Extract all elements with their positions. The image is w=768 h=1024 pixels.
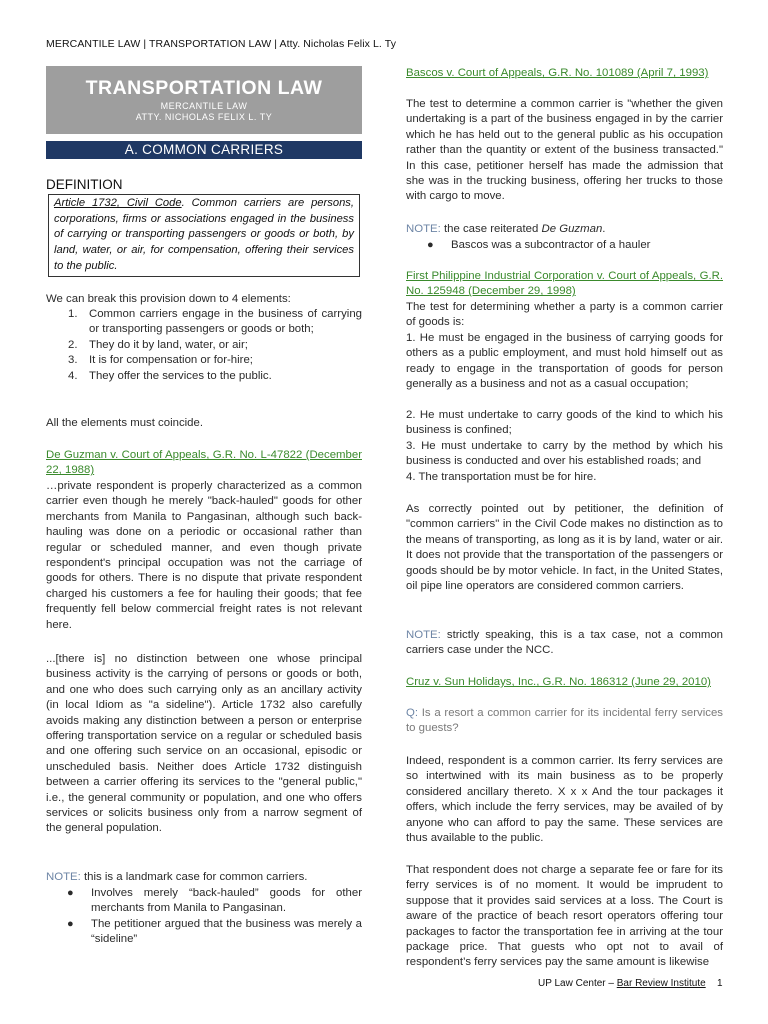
bullet-icon: ● bbox=[67, 887, 74, 899]
de-guzman-para-2: ...[there is] no distinction between one whose principal business activity is the carrying of persons or goods or both, and one who does such carrying only as an ancillary activity (in local Idiom as "a sideline"). Article 1732 also carefully avoids making any distinction between a person or enterprise offering transportation service on a regular or scheduled basis and one offering such service on an occasional, episodic or unscheduled basis. Neither does Article 1732 distinguish between a carrier offering its services to the "general public," i.e., the general community or population, and one who offers services or solicits business only from a narrow segment of the general population. bbox=[46, 653, 362, 835]
case-title-de-guzman[interactable]: De Guzman v. Court of Appeals, G.R. No. L-47822 (December 22, 1988) bbox=[46, 449, 362, 477]
list-item: ● Involves merely “back-hauled” goods for other merchants from Manila to Pangasinan. bbox=[67, 887, 362, 915]
case-title-first-philippine[interactable]: First Philippine Industrial Corporation v. Court of Appeals, G.R. No. 125948 (December 29, 1998) bbox=[406, 270, 723, 298]
title-banner bbox=[46, 66, 362, 134]
case-title-cruz[interactable]: Cruz v. Sun Holidays, Inc., G.R. No. 186312 (June 29, 2010) bbox=[406, 676, 711, 688]
question-label: Q: bbox=[406, 707, 419, 719]
section-heading: A. COMMON CARRIERS bbox=[46, 141, 362, 159]
cruz-para-2: That respondent does not charge a separate fee or fare for its ferry services is of no moment. It would be imprudent to suppose that it provides said services at a loss. The Court is aware of the practice of beach resort operators offering tour packages to factor the transportation fee in arriving at the tour package price. That guests who opt not to avail of respondent’s ferry services pay the same amount is likewise bbox=[406, 864, 723, 969]
first-philippine-item-3: 3. He must undertake to carry by the method by which his business is conducted and over his established roads; and bbox=[406, 440, 723, 468]
article-text: . Common carriers are persons, corporations, firms or associations engaged in the business of carrying or transporting passengers or goods or both, by land, water, or air, for compensation, offering their services to the public. bbox=[54, 197, 354, 272]
first-philippine-item-2: 2. He must undertake to carry goods of the kind to which his business is confined; bbox=[406, 409, 723, 437]
banner-title: TRANSPORTATION LAW bbox=[85, 77, 323, 99]
first-philippine-note: NOTE: strictly speaking, this is a tax case, not a common carriers case under the NCC. bbox=[406, 629, 723, 657]
article-citation: Article 1732, Civil Code bbox=[54, 197, 182, 209]
elements-closing: All the elements must coincide. bbox=[46, 417, 204, 429]
list-item: 2. They do it by land, water, or air; bbox=[68, 338, 248, 351]
list-item: 3. It is for compensation or for-hire; bbox=[68, 354, 253, 367]
banner-author: ATTY. NICHOLAS FELIX L. TY bbox=[135, 112, 273, 122]
cruz-question: Q: Is a resort a common carrier for its incidental ferry services to guests? bbox=[406, 707, 723, 735]
page-footer bbox=[538, 978, 723, 989]
first-philippine-item-4: 4. The transportation must be for hire. bbox=[406, 471, 597, 483]
list-item: ● Bascos was a subcontractor of a hauler bbox=[406, 238, 723, 253]
cruz-para-1: Indeed, respondent is a common carrier. Its ferry services are so intertwined with its main business as to be properly considered ancillary thereto. X x x And the tour packages it offers, which include the ferry services, may be availed of by anyone who can afford to pay the same. These services are thus available to the public. bbox=[406, 755, 723, 845]
de-guzman-para-1: …private respondent is properly characterized as a common carrier even though he merely "back-hauled" goods for other merchants from Manila to Pangasinan, although such back-hauling was done on a periodic or occasional rather than regular or scheduled manner, and even though private respondent's principal occupation was not the carriage of goods for others. There is no dispute that private respondent charged his customers a fee for hauling their goods; that fee frequently fell below commercial freight rates is not relevant here. bbox=[46, 480, 362, 631]
definition-heading: DEFINITION bbox=[46, 177, 123, 192]
note-label: NOTE: bbox=[46, 871, 81, 883]
bascos-para: The test to determine a common carrier is "whether the given undertaking is a part of the business engaged in by the carrier which he has held out to the general public as his occupation rather than the quantity or extent of the business transacted." In this case, petitioner herself has made the admission that she was in the trucking business, offering her trucks to those with cargo to move. bbox=[406, 98, 723, 203]
bullet-icon: ● bbox=[427, 239, 434, 251]
note-label: NOTE: bbox=[406, 629, 441, 641]
bascos-note: NOTE: the case reiterated De Guzman. bbox=[406, 223, 606, 235]
list-item: 4. They offer the services to the public. bbox=[68, 369, 272, 382]
de-guzman-note: NOTE: this is a landmark case for common carriers. bbox=[46, 871, 308, 883]
bullet-icon: ● bbox=[67, 917, 74, 930]
list-item: ● The petitioner argued that the business was merely a “sideline” bbox=[67, 917, 362, 946]
bascos-bullets bbox=[406, 238, 723, 253]
first-philippine-item-1: 1. He must be engaged in the business of carrying goods for others as a public employment, and must hold himself out as ready to engage in the transportation of goods for person generally as a business and not as a casual occupation; bbox=[406, 332, 723, 391]
first-philippine-test: The test for determining whether a party is a common carrier of goods is: bbox=[406, 301, 723, 329]
list-item: 1. Common carriers engage in the business of carrying or transporting passengers or goods or both; bbox=[68, 308, 362, 336]
page-number: 1 bbox=[717, 978, 723, 989]
footer-brand: Bar Review Institute bbox=[616, 978, 706, 989]
de-guzman-bullets bbox=[46, 886, 362, 948]
running-header: MERCANTILE LAW | TRANSPORTATION LAW | Atty. Nicholas Felix L. Ty bbox=[46, 38, 397, 50]
first-philippine-para: As correctly pointed out by petitioner, the definition of "common carriers" in the Civil Code makes no distinction as to the means of transporting, as long as it is by land, water or air. It does not provide that the transportation of the passengers or goods should be by motor vehicle. In fact, in the United States, oil pipe line operators are considered common carriers. bbox=[406, 503, 723, 593]
footer-center: UP Law Center – bbox=[538, 978, 617, 989]
case-title-bascos[interactable]: Bascos v. Court of Appeals, G.R. No. 101089 (April 7, 1993) bbox=[406, 67, 709, 79]
elements-list bbox=[46, 307, 362, 384]
banner-subtitle: MERCANTILE LAW bbox=[160, 101, 248, 111]
note-label: NOTE: bbox=[406, 223, 441, 235]
elements-intro: We can break this provision down to 4 elements: bbox=[46, 293, 291, 305]
article-1732-box bbox=[48, 194, 360, 277]
